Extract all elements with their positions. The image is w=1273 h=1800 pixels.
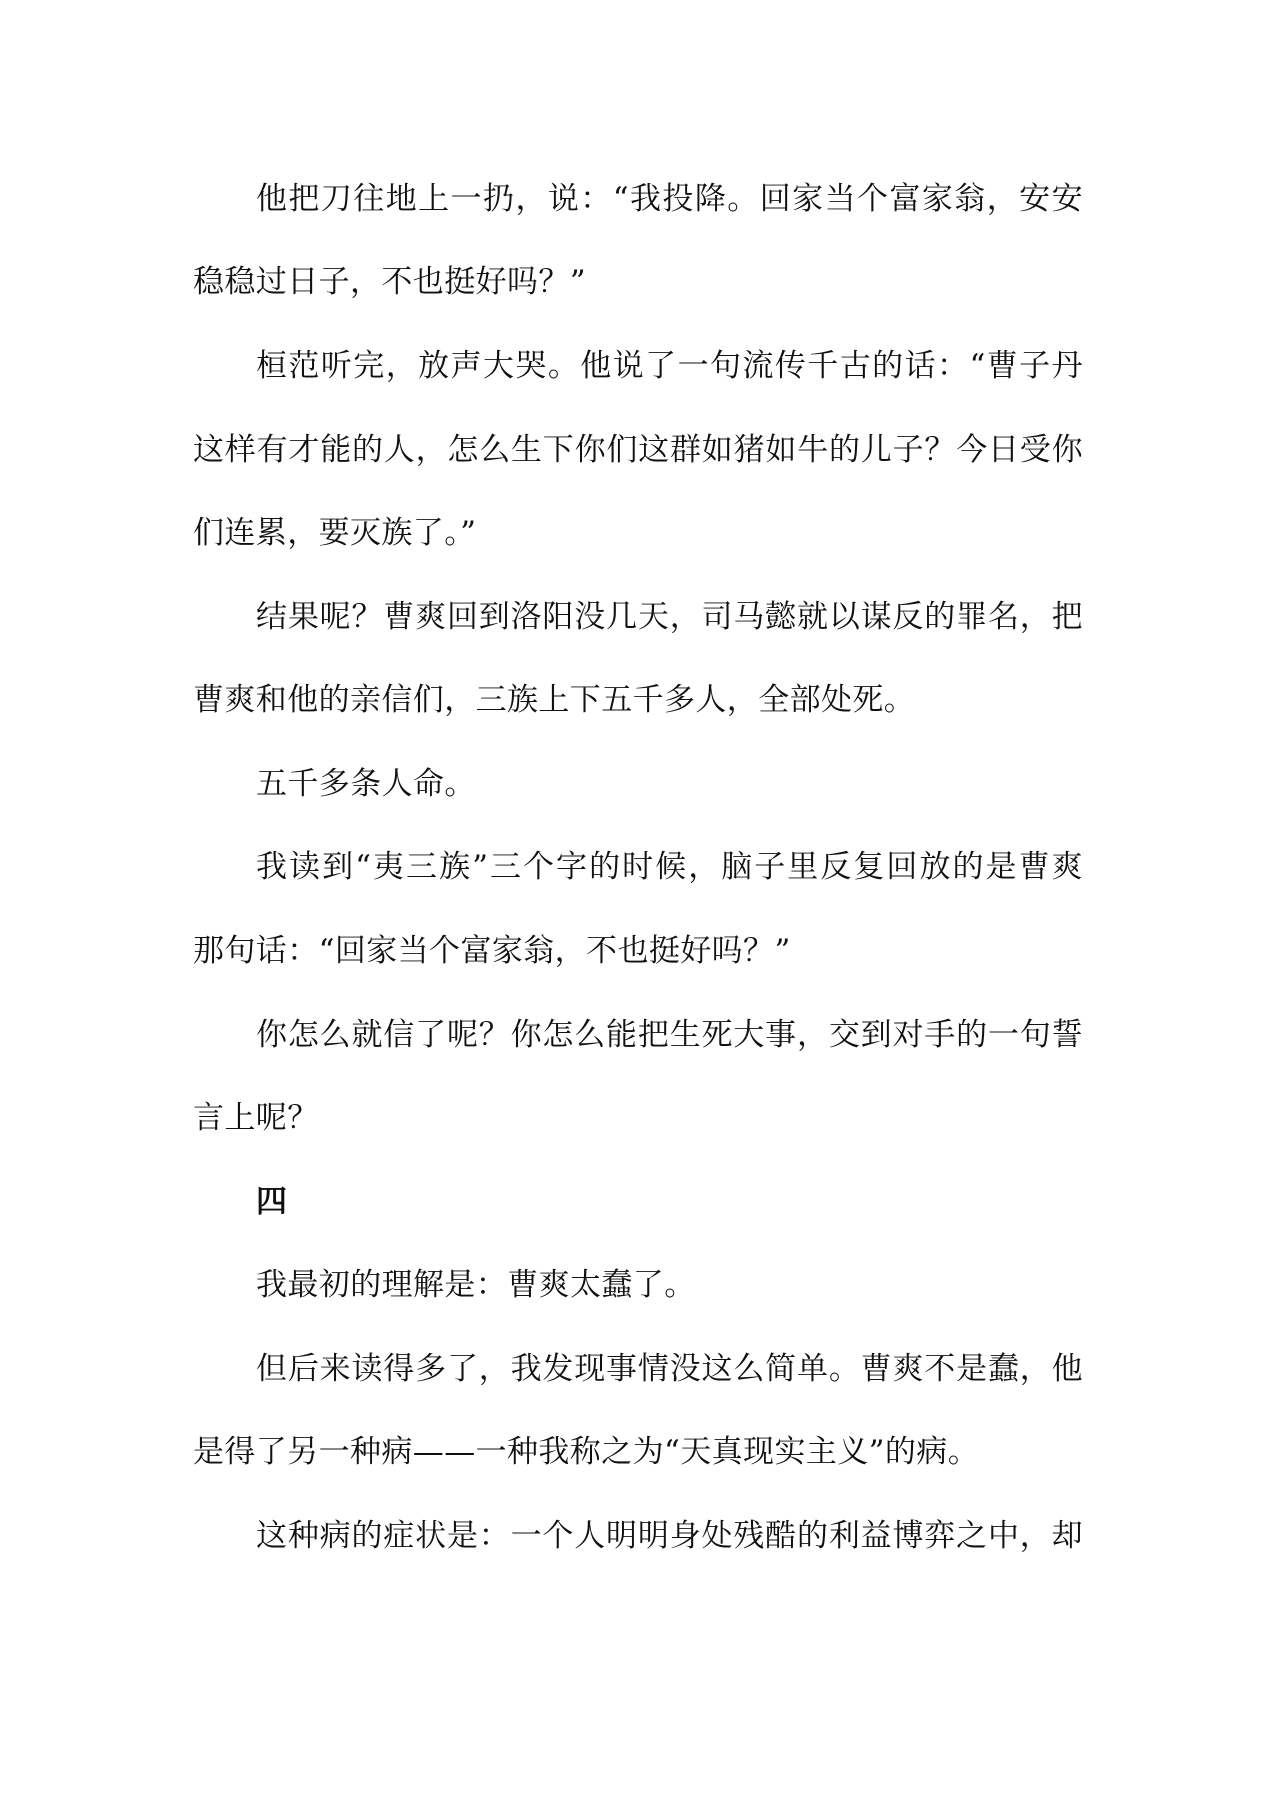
paragraph-2-line-2: 这样有才能的人，怎么生下你们这群如猪如牛的儿子？今日受你 [193,432,1083,468]
paragraph-3-line-1: 结果呢？曹爽回到洛阳没几天，司马懿就以谋反的罪名，把 [256,599,1083,635]
paragraph-9-line-1: 这种病的症状是：一个人明明身处残酷的利益博弈之中，却 [256,1518,1083,1554]
paragraph-3-line-2: 曹爽和他的亲信们，三族上下五千多人，全部处死。 [193,682,916,718]
paragraph-5-line-2: 那句话：“回家当个富家翁，不也挺好吗？” [193,933,791,969]
paragraph-6-line-1: 你怎么就信了呢？你怎么能把生死大事，交到对手的一句誓 [256,1017,1083,1053]
paragraph-8-line-2: 是得了另一种病——一种我称之为“天真现实主义”的病。 [193,1434,980,1470]
paragraph-2-line-3: 们连累，要灭族了。” [193,515,477,551]
paragraph-2-line-1: 桓范听完，放声大哭。他说了一句流传千古的话：“曹子丹 [256,348,1083,384]
section-heading: 四 [256,1184,287,1220]
paragraph-1-line-1: 他把刀往地上一扔，说：“我投降。回家当个富家翁，安安 [256,181,1083,217]
paragraph-4-line-1: 五千多条人命。 [256,766,476,802]
paragraph-8-line-1: 但后来读得多了，我发现事情没这么简单。曹爽不是蠢，他 [256,1351,1083,1387]
paragraph-7-line-1: 我最初的理解是：曹爽太蠢了。 [256,1267,696,1303]
paragraph-6-line-2: 言上呢？ [193,1100,319,1136]
paragraph-1-line-2: 稳稳过日子，不也挺好吗？” [193,264,587,300]
paragraph-5-line-1: 我读到“夷三族”三个字的时候，脑子里反复回放的是曹爽 [256,849,1083,885]
